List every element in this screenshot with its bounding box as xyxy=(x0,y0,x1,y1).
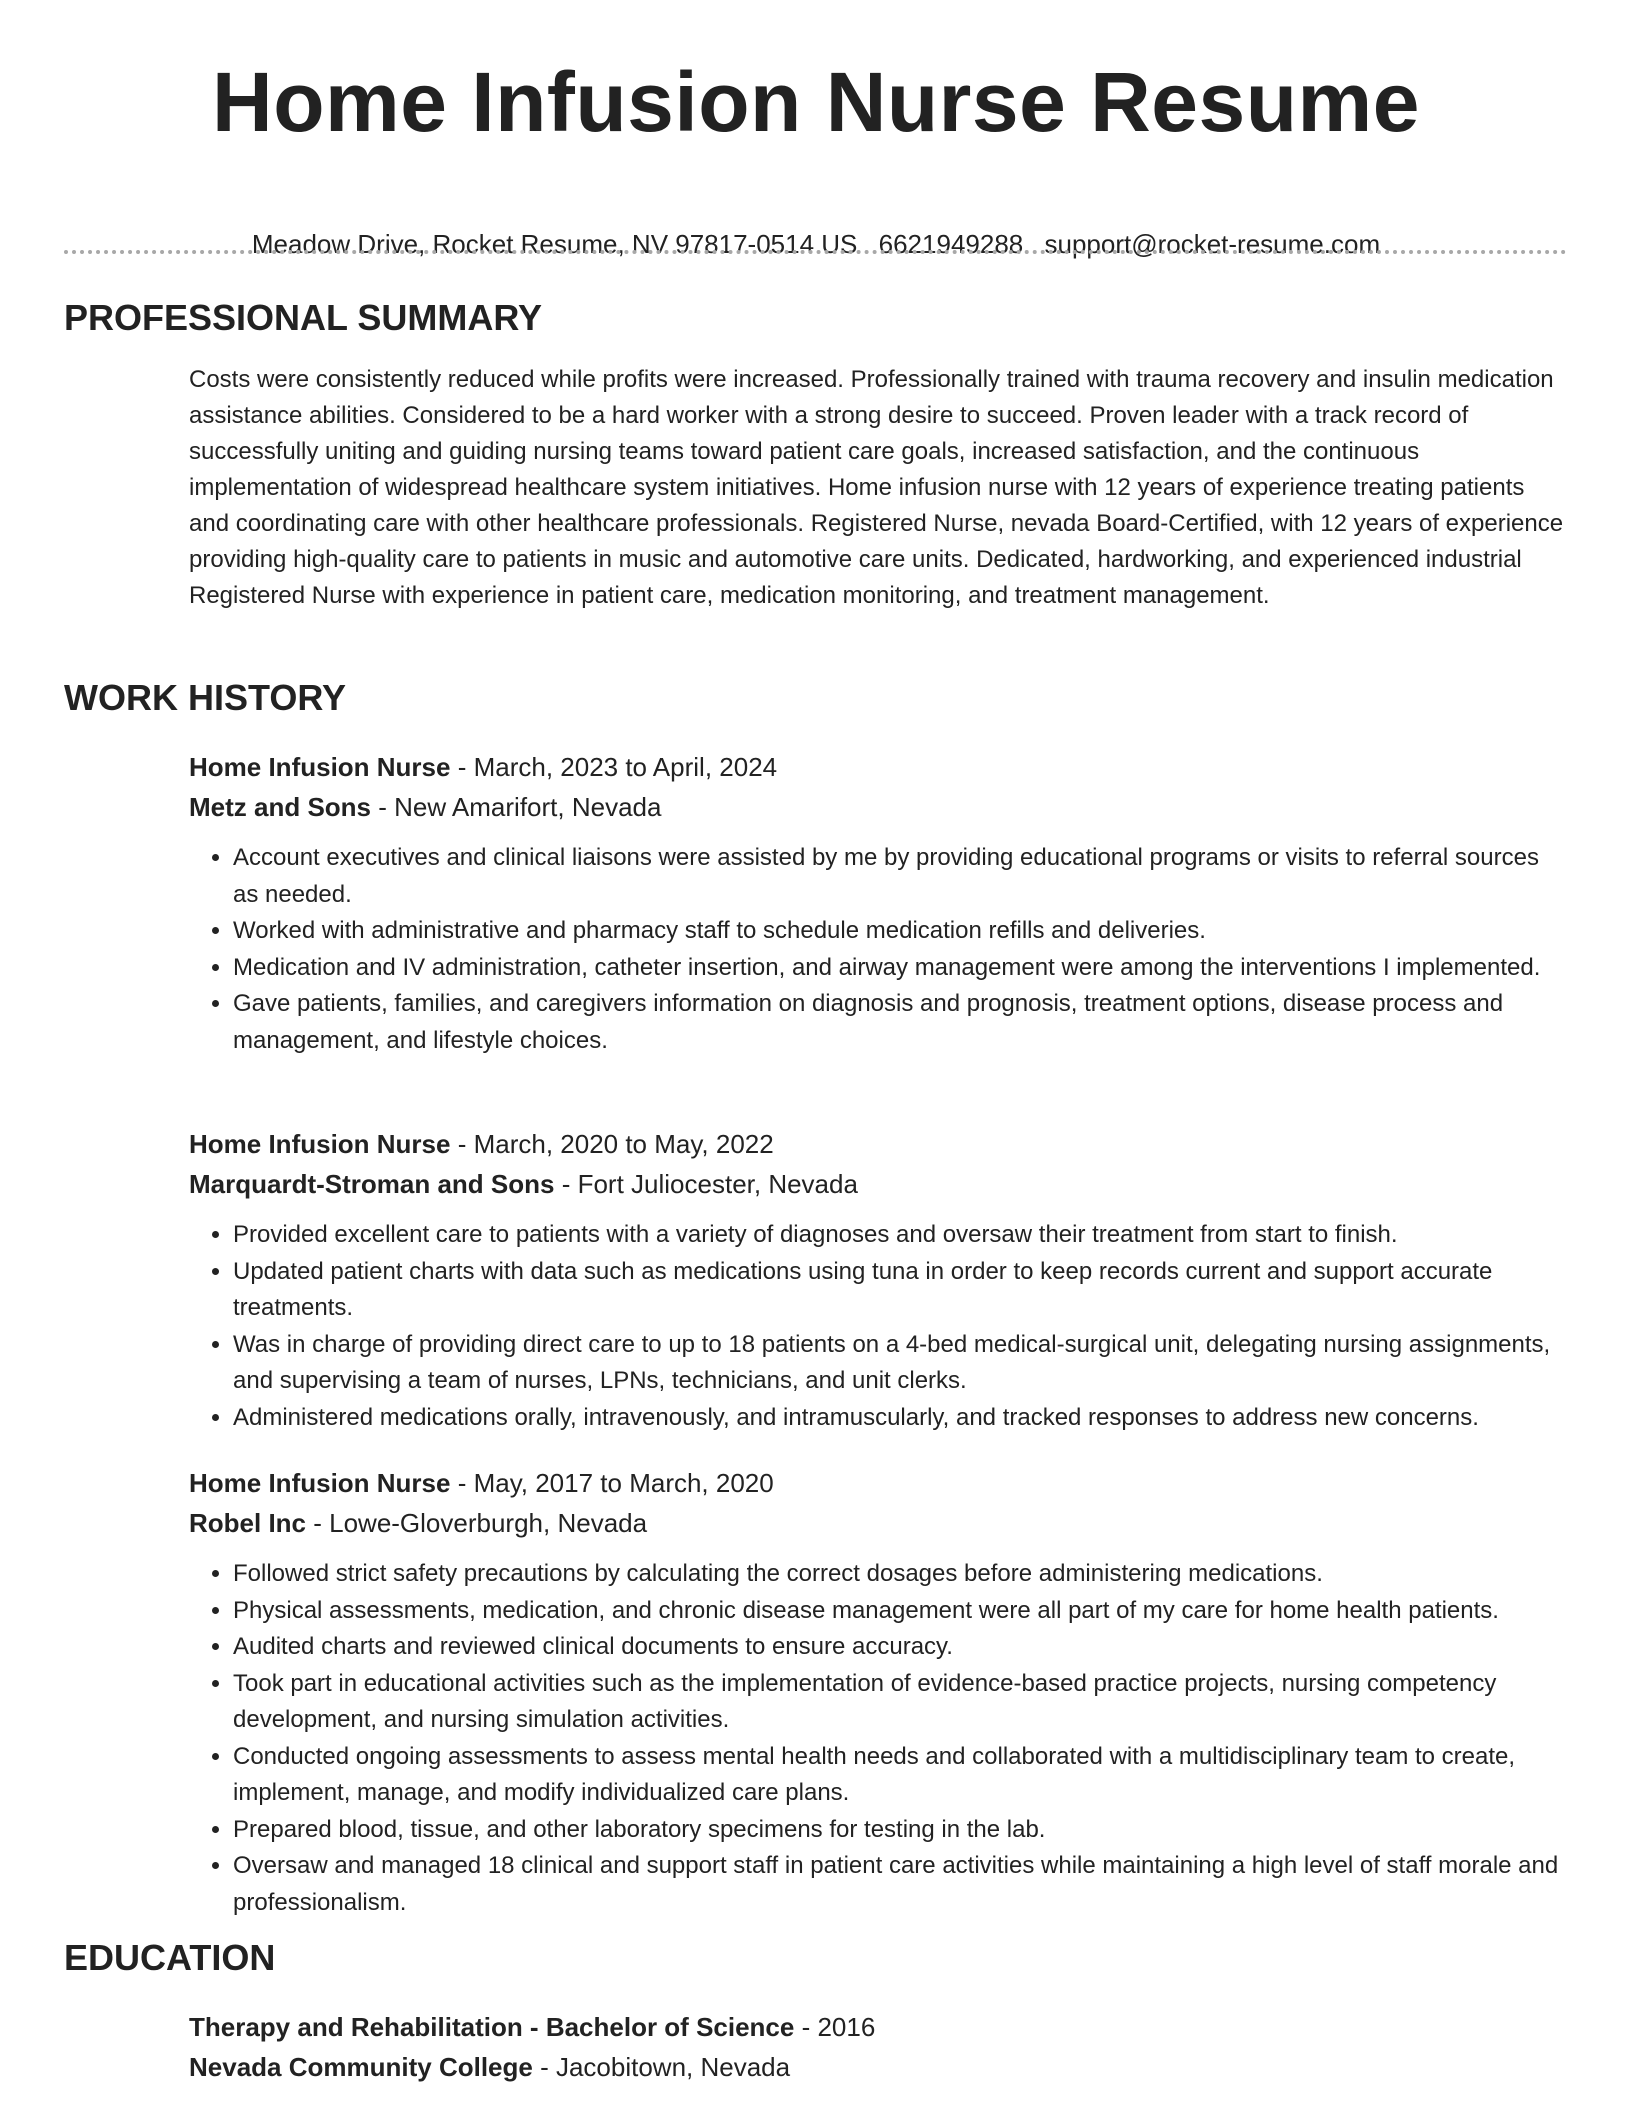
job-title-line xyxy=(189,747,1564,787)
job-dates: - March, 2023 to April, 2024 xyxy=(450,752,778,782)
bullet-item: • Was in charge of providing direct care to up to 18 patients on a 4-bed medical-surgical unit, delegating nursing assignments, and supervising a team of nurses, LPNs, technicians, and unit clerks. xyxy=(233,1327,1564,1400)
job-bullets xyxy=(189,1556,1564,1921)
resume-title: Home Infusion Nurse Resume xyxy=(212,55,1420,149)
school-location: - Jacobitown, Nevada xyxy=(532,2052,791,2082)
degree: Therapy and Rehabilitation - Bachelor of Science xyxy=(189,2012,795,2042)
job-company: Robel Inc xyxy=(189,1508,307,1538)
job-location: - Lowe-Gloverburgh, Nevada xyxy=(306,1508,648,1538)
job-bullets xyxy=(189,1217,1564,1436)
bullet-item: • Audited charts and reviewed clinical documents to ensure accuracy. xyxy=(233,1629,1564,1666)
job-company: Marquardt-Stroman and Sons xyxy=(189,1169,555,1199)
school-line xyxy=(189,2047,1564,2087)
job-dates: - March, 2020 to May, 2022 xyxy=(450,1129,774,1159)
job-entry xyxy=(189,1463,1564,1921)
job-location: - Fort Juliocester, Nevada xyxy=(554,1169,858,1199)
summary-section xyxy=(189,362,1564,614)
resume-header xyxy=(0,0,1632,260)
bullet-item: • Medication and IV administration, catheter insertion, and airway management were among the interventions I implemented. xyxy=(233,950,1564,987)
school-name: Nevada Community College xyxy=(189,2052,533,2082)
bullet-item: • Took part in educational activities such as the implementation of evidence-based practice projects, nursing competency development, and nursing simulation activities. xyxy=(233,1666,1564,1739)
contact-email: support@rocket-resume.com xyxy=(1044,229,1381,259)
bullet-item: • Updated patient charts with data such as medications using tuna in order to keep records current and support accurate treatments. xyxy=(233,1254,1564,1327)
work-history-heading: WORK HISTORY xyxy=(64,677,347,718)
summary-heading: PROFESSIONAL SUMMARY xyxy=(64,297,543,338)
job-location: - New Amarifort, Nevada xyxy=(371,792,662,822)
bullet-item: • Conducted ongoing assessments to assess mental health needs and collaborated with a multidisciplinary team to create, implement, manage, and modify individualized care plans. xyxy=(233,1739,1564,1812)
bullet-item: • Oversaw and managed 18 clinical and support staff in patient care activities while maintaining a high level of staff morale and professionalism. xyxy=(233,1848,1564,1921)
job-entry xyxy=(189,1124,1564,1436)
job-bullets xyxy=(189,840,1564,1059)
header-divider xyxy=(64,250,1567,254)
bullet-item: • Worked with administrative and pharmacy staff to schedule medication refills and deliveries. xyxy=(233,913,1564,950)
job-title: Home Infusion Nurse xyxy=(189,1468,451,1498)
contact-line xyxy=(0,228,1632,260)
bullet-item: • Prepared blood, tissue, and other laboratory specimens for testing in the lab. xyxy=(233,1812,1564,1849)
job-title: Home Infusion Nurse xyxy=(189,752,451,782)
bullet-item: • Gave patients, families, and caregivers information on diagnosis and prognosis, treatment options, disease process and management, and lifestyle choices. xyxy=(233,986,1564,1059)
job-title: Home Infusion Nurse xyxy=(189,1129,451,1159)
bullet-item: • Followed strict safety precautions by calculating the correct dosages before administering medications. xyxy=(233,1556,1564,1593)
job-title-line xyxy=(189,1463,1564,1503)
job-company: Metz and Sons xyxy=(189,792,372,822)
degree-line xyxy=(189,2007,1564,2047)
bullet-item: • Account executives and clinical liaisons were assisted by me by providing educational programs or visits to referral sources as needed. xyxy=(233,840,1564,913)
job-company-line xyxy=(189,1164,1564,1204)
bullet-item: • Administered medications orally, intravenously, and intramuscularly, and tracked responses to address new concerns. xyxy=(233,1400,1564,1437)
job-company-line xyxy=(189,1503,1564,1543)
education-entry xyxy=(189,2007,1564,2087)
summary-text: Costs were consistently reduced while profits were increased. Professionally trained with trauma recovery and insulin medication assistance abilities. Considered to be a hard worker with a strong desire to succeed. Proven leader with a track record of successfully uniting and guiding nursing teams toward patient care goals, increased satisfaction, and the continuous implementation of widespread healthcare system initiatives. Home infusion nurse with 12 years of experience treating patients and coordinating care with other healthcare professionals. Registered Nurse, nevada Board-Certified, with 12 years of experience providing high-quality care to patients in music and automotive care units. Dedicated, hardworking, and experienced industrial Registered Nurse with experience in patient care, medication monitoring, and treatment management. xyxy=(189,366,1564,609)
bullet-item: • Physical assessments, medication, and chronic disease management were all part of my care for home health patients. xyxy=(233,1593,1564,1630)
bullet-item: • Provided excellent care to patients with a variety of diagnoses and oversaw their treatment from start to finish. xyxy=(233,1217,1564,1254)
graduation-year: - 2016 xyxy=(794,2012,876,2042)
job-entry xyxy=(189,747,1564,1059)
education-heading: EDUCATION xyxy=(64,1937,276,1978)
contact-address: Meadow Drive, Rocket Resume, NV 97817-0514 US xyxy=(251,229,858,259)
contact-phone: 6621949288 xyxy=(878,229,1024,259)
job-company-line xyxy=(189,787,1564,827)
job-title-line xyxy=(189,1124,1564,1164)
job-dates: - May, 2017 to March, 2020 xyxy=(450,1468,774,1498)
